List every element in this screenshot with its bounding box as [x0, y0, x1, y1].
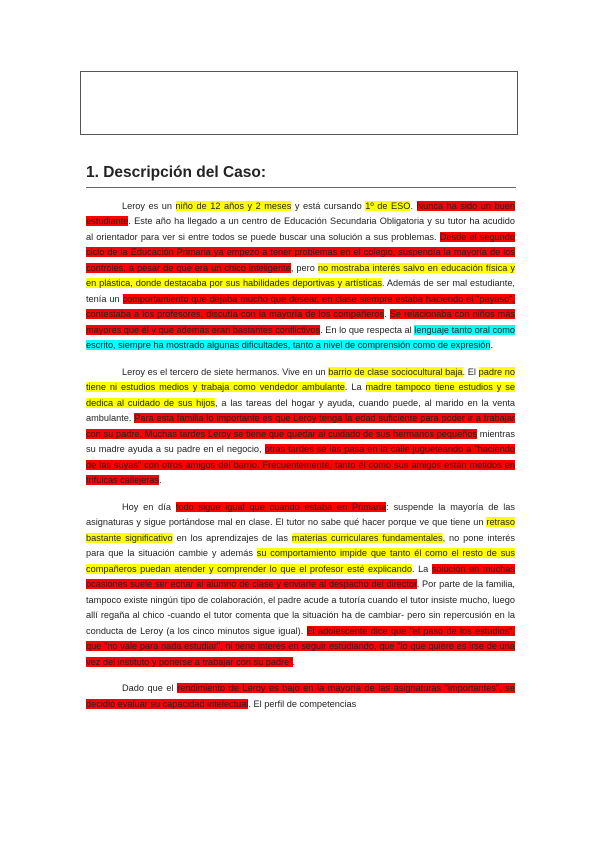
- document-body: [86, 199, 515, 723]
- highlighted-text-yellow: retraso bastante significativo: [86, 517, 515, 543]
- text-run: , a las tareas del hogar y ayuda, cuando puede, al marido en la venta ambulante.: [86, 397, 515, 424]
- text-run: .: [384, 309, 390, 320]
- highlighted-text-yellow: no mostraba interés salvo en educación física y en plástica, donde destacaba por sus habilidades deportivas y artísticas: [86, 262, 516, 289]
- text-run: . En lo que respecta al: [320, 324, 415, 335]
- highlighted-text-yellow: niño de 12 años y 2 meses: [175, 201, 292, 211]
- text-run: , pero: [290, 262, 318, 273]
- text-run: .: [159, 475, 162, 486]
- highlighted-text-red: solución en muchas ocasiones suele ser echar al alumno de clase y enviarle al despacho del director: [86, 563, 515, 590]
- text-run: . La: [411, 563, 432, 574]
- paragraph: [86, 681, 515, 712]
- highlighted-text-cyan: lenguaje tanto oral como escrito, siempre ha mostrado algunas dificultades, tanto a nivel de comprensión como de expresión: [86, 324, 516, 351]
- text-run: .: [410, 201, 417, 211]
- text-run: Hoy en día: [122, 501, 176, 512]
- header-box: [80, 71, 518, 135]
- text-run: . La: [344, 382, 366, 393]
- text-run: .: [490, 340, 494, 351]
- text-run: . El: [462, 366, 479, 377]
- highlighted-text-red: Para esta familia lo importante es que Leroy tenga la edad suficiente para poder ir a trabajar con su padre. Muchas tardes Leroy se tiene que quedar al cuidado de sus hermanos pequeños: [86, 413, 515, 439]
- highlighted-text-yellow: madre tampoco tiene estudios y se dedica al cuidado de sus hijos: [86, 382, 515, 408]
- highlighted-text-red: Se relacionaba con niños más mayores que él y que además eran bastantes conflictivos: [86, 309, 515, 335]
- highlighted-text-red: El adolescente dice que "el paso de los estudios", que "no vale para nada estudiar", ni tiene interés en seguir estudiando, que "lo que quiere es irse de una vez del instituto y ponerse a trabajar con su padre": [86, 625, 516, 667]
- paragraph: [86, 199, 515, 354]
- text-run: Leroy es un: [122, 201, 176, 211]
- paragraph: [86, 365, 515, 489]
- text-run: , no pone interés para que la situación cambie y además: [86, 532, 515, 559]
- text-run: . Por parte de la familia, tampoco existe ningún tipo de colaboración, el padre acude a tutoría cuando el tutor insiste mucho, luego allí regaña al chico -cuando el tutor comenta que la situación ha de cambiar- pero sin repercusión en la conducta de Leroy (a los cinco minutos sigue igual).: [86, 579, 515, 636]
- title-underline: [86, 187, 516, 188]
- highlighted-text-red: comportamiento que dejaba mucho que desear, en clase siempre estaba haciendo el "payaso", contestaba a los profesores, discutía con la mayoría de los compañeros: [86, 293, 515, 320]
- paragraph: [86, 500, 515, 670]
- text-run: . Además de ser mal estudiante, tenía un: [86, 278, 515, 304]
- highlighted-text-red: Desde el segundo ciclo de la Educación Primaria ya empezó a tener problemas en el colegio, suspendía la mayoría de los controles, a pesar de que era un chico inteligente: [86, 231, 515, 273]
- highlighted-text-yellow: barrio de clase sociocultural baja: [328, 366, 463, 377]
- text-run: y está cursando: [291, 201, 366, 211]
- text-run: .: [292, 656, 296, 667]
- highlighted-text-yellow: materias curriculares fundamentales: [291, 532, 443, 543]
- highlighted-text-yellow: 1º de ESO: [365, 201, 411, 211]
- section-title: 1. Descripción del Caso:: [86, 164, 267, 181]
- highlighted-text-red: rendimiento de Leroy es bajo en la mayoría de las asignaturas "importantes", se decidió evaluar su capacidad intelectual: [86, 683, 515, 709]
- highlighted-text-red: todo sigue igual que cuando estaba en Primaria: [175, 501, 387, 512]
- text-run: en los aprendizajes de las: [172, 532, 292, 543]
- text-run: mientras su madre ayuda a su padre en el negocio,: [86, 428, 515, 455]
- highlighted-text-yellow: su comportamiento impide que tanto él como el resto de sus compañeros puedan atender y comprender lo que el profesor esté explicando: [86, 548, 515, 574]
- text-run: : suspende la mayoría de las asignaturas y sigue portándose mal en clase. El tutor no sabe qué hacer porque ve que tiene un: [86, 501, 515, 528]
- highlighted-text-red: otras tardes se las pasa en la calle jugueteando a "haciendo de las suyas" con otros amigos del barrio. Frecuentemente, tanto él como sus amigos están metidos en trifulcas callejeras: [86, 444, 515, 486]
- highlighted-text-yellow: padre no tiene ni estudios medios y trabaja como vendedor ambulante: [86, 366, 515, 393]
- text-run: . El perfil de competencias: [248, 698, 357, 709]
- highlighted-text-red: Nunca ha sido un buen estudiante: [86, 201, 516, 227]
- text-run: . Este año ha llegado a un centro de Educación Secundaria Obligatoria y su tutor ha acudido al orientador para ver si entre todos se puede buscar una solución a sus problemas.: [86, 216, 515, 242]
- text-run: Leroy es el tercero de siete hermanos. Vive en un: [122, 366, 329, 377]
- text-run: Dado que el: [122, 683, 178, 694]
